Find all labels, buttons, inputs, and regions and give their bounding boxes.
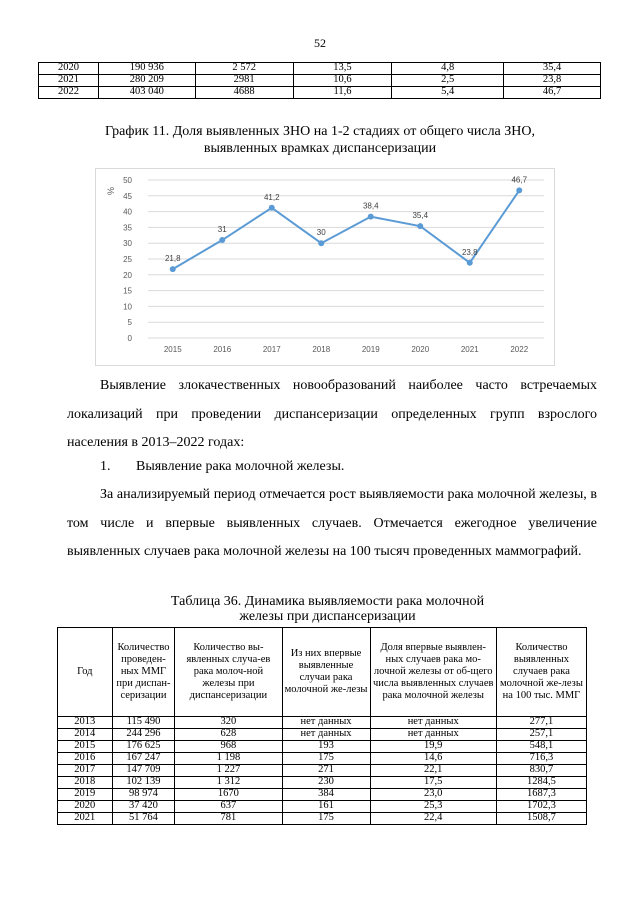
column-header: Из них впервые выявленные случаи рака молочной же-лезы bbox=[282, 628, 370, 717]
x-tick-label: 2017 bbox=[262, 345, 281, 354]
table-cell: 2013 bbox=[58, 717, 113, 729]
table-cell: 1 312 bbox=[175, 777, 282, 789]
table-row bbox=[39, 87, 601, 99]
table-cell: 628 bbox=[175, 729, 282, 741]
table-cell: 175 bbox=[282, 753, 370, 765]
table-cell: 46,7 bbox=[504, 87, 601, 99]
column-header: Количество проведен-ных ММГ при диспан-серизации bbox=[112, 628, 175, 717]
data-point bbox=[368, 214, 374, 220]
table-row bbox=[58, 789, 587, 801]
paragraph-intro: Выявление злокачественных новообразований наиболее часто встречаемых локализаций при проведении диспансеризации определенных групп взрослого населения в 2013–2022 годах: bbox=[67, 378, 597, 450]
x-tick-label: 2018 bbox=[312, 345, 331, 354]
data-label: 35,4 bbox=[412, 211, 429, 221]
table-cell: 2014 bbox=[58, 729, 113, 741]
table-row bbox=[58, 729, 587, 741]
table-cell: 147 709 bbox=[112, 765, 175, 777]
chart-caption-line2: выявленных врамках диспансеризации bbox=[203, 141, 437, 156]
table-row bbox=[58, 813, 587, 825]
previous-table-continuation bbox=[38, 62, 601, 99]
table-caption-line2: железы при диспансеризации bbox=[239, 609, 416, 624]
data-label: 30 bbox=[316, 228, 326, 238]
table-cell: нет данных bbox=[282, 717, 370, 729]
table-cell: 2,5 bbox=[392, 75, 504, 87]
table-cell: 161 bbox=[282, 801, 370, 813]
column-header: Доля впервые выявлен-ных случаев рака мо-лочной железы от об-щего числа выявленных случаев рака молочной железы bbox=[370, 628, 496, 717]
table-cell: 2017 bbox=[58, 765, 113, 777]
table-caption-line1: Таблица 36. Динамика выявляемости рака молочной bbox=[170, 594, 485, 609]
y-tick-label: 10 bbox=[123, 302, 132, 312]
table-cell: 271 bbox=[282, 765, 370, 777]
table-cell: 2020 bbox=[39, 63, 99, 75]
table-caption bbox=[40, 594, 615, 624]
data-point bbox=[467, 260, 473, 266]
table-cell: 781 bbox=[175, 813, 282, 825]
x-tick-label: 2019 bbox=[361, 345, 380, 354]
column-header: Год bbox=[58, 628, 113, 717]
table-row bbox=[58, 765, 587, 777]
table-row bbox=[58, 777, 587, 789]
data-point bbox=[170, 266, 176, 272]
table-cell: 2021 bbox=[39, 75, 99, 87]
table-cell: 830,7 bbox=[496, 765, 586, 777]
y-tick-label: 40 bbox=[123, 207, 132, 217]
x-tick-label: 2020 bbox=[411, 345, 430, 354]
table-cell: 19,9 bbox=[370, 741, 496, 753]
data-label: 31 bbox=[217, 225, 227, 235]
table-cell: 230 bbox=[282, 777, 370, 789]
table-cell: 4688 bbox=[195, 87, 293, 99]
y-tick-label: 5 bbox=[127, 318, 132, 328]
paragraph-breast-cancer: За анализируемый период отмечается рост выявляемости рака молочной железы, в том числе и впервые выявленных случаев. Отмечается ежегодное увеличение выявленных случаев рака молочной железы на 100 тысяч проведенных маммографий. bbox=[67, 487, 597, 559]
table-cell: 1670 bbox=[175, 789, 282, 801]
table-cell: 320 bbox=[175, 717, 282, 729]
data-point bbox=[417, 223, 423, 229]
x-tick-label: 2016 bbox=[213, 345, 232, 354]
table-cell: 2022 bbox=[39, 87, 99, 99]
table-cell: 2018 bbox=[58, 777, 113, 789]
x-tick-label: 2021 bbox=[460, 345, 479, 354]
table-cell: 1702,3 bbox=[496, 801, 586, 813]
chart-caption bbox=[40, 123, 600, 157]
table-cell: 37 420 bbox=[112, 801, 175, 813]
y-tick-label: 45 bbox=[123, 191, 132, 201]
table-cell: 968 bbox=[175, 741, 282, 753]
table-row bbox=[58, 741, 587, 753]
table-cell: 23,8 bbox=[504, 75, 601, 87]
table-cell: 1 227 bbox=[175, 765, 282, 777]
table-cell: 637 bbox=[175, 801, 282, 813]
table-cell: нет данных bbox=[370, 729, 496, 741]
table-cell: 10,6 bbox=[293, 75, 392, 87]
table-cell: 13,5 bbox=[293, 63, 392, 75]
x-tick-label: 2022 bbox=[510, 345, 529, 354]
table-cell: 2 572 bbox=[195, 63, 293, 75]
table-cell: 17,5 bbox=[370, 777, 496, 789]
table-cell: 102 139 bbox=[112, 777, 175, 789]
table-cell: 1284,5 bbox=[496, 777, 586, 789]
table-cell: 115 490 bbox=[112, 717, 175, 729]
table-cell: 1508,7 bbox=[496, 813, 586, 825]
table-cell: 25,3 bbox=[370, 801, 496, 813]
x-tick-label: 2015 bbox=[163, 345, 182, 354]
table-cell: 22,4 bbox=[370, 813, 496, 825]
data-label: 21,8 bbox=[164, 254, 181, 264]
table-cell: 175 bbox=[282, 813, 370, 825]
list-text: Выявление рака молочной железы. bbox=[136, 459, 345, 474]
table-cell: 2019 bbox=[58, 789, 113, 801]
table-cell: 277,1 bbox=[496, 717, 586, 729]
data-label: 23,8 bbox=[461, 247, 478, 257]
table-cell: 4,8 bbox=[392, 63, 504, 75]
line-chart bbox=[96, 169, 554, 365]
y-tick-label: 35 bbox=[123, 223, 132, 233]
table-cell: 384 bbox=[282, 789, 370, 801]
data-point bbox=[516, 187, 522, 193]
data-point bbox=[318, 240, 324, 246]
table-cell: 403 040 bbox=[98, 87, 195, 99]
table-cell: 5,4 bbox=[392, 87, 504, 99]
data-point bbox=[219, 237, 225, 243]
table-cell: 1687,3 bbox=[496, 789, 586, 801]
table-cell: 2020 bbox=[58, 801, 113, 813]
y-tick-label: 15 bbox=[123, 286, 132, 296]
data-label: 41,2 bbox=[263, 192, 280, 202]
table-cell: 51 764 bbox=[112, 813, 175, 825]
table-cell: 11,6 bbox=[293, 87, 392, 99]
column-header: Количество выявленных случаев рака молочной же-лезы на 100 тыс. ММГ bbox=[496, 628, 586, 717]
y-axis-label: % bbox=[106, 186, 116, 196]
chart-caption-line1: График 11. Доля выявленных ЗНО на 1-2 стадиях от общего числа ЗНО, bbox=[104, 124, 536, 139]
table-cell: нет данных bbox=[282, 729, 370, 741]
y-tick-label: 30 bbox=[123, 239, 132, 249]
table-cell: 23,0 bbox=[370, 789, 496, 801]
table-cell: 280 209 bbox=[98, 75, 195, 87]
data-point bbox=[269, 205, 275, 211]
table-cell: 22,1 bbox=[370, 765, 496, 777]
y-tick-label: 20 bbox=[123, 270, 132, 280]
table-cell: 167 247 bbox=[112, 753, 175, 765]
table-cell: 98 974 bbox=[112, 789, 175, 801]
table-row bbox=[39, 63, 601, 75]
table-cell: 35,4 bbox=[504, 63, 601, 75]
table-row bbox=[58, 753, 587, 765]
table-cell: 2016 bbox=[58, 753, 113, 765]
table-cell: 193 bbox=[282, 741, 370, 753]
y-tick-label: 50 bbox=[123, 176, 132, 185]
table-row bbox=[58, 717, 587, 729]
y-tick-label: 0 bbox=[127, 334, 132, 343]
table-cell: 548,1 bbox=[496, 741, 586, 753]
list-item bbox=[100, 459, 344, 475]
table-cell: 2981 bbox=[195, 75, 293, 87]
chart-frame bbox=[95, 168, 555, 366]
page-number: 52 bbox=[314, 36, 326, 50]
table-row bbox=[58, 801, 587, 813]
table-row bbox=[39, 75, 601, 87]
table-cell: нет данных bbox=[370, 717, 496, 729]
table-cell: 716,3 bbox=[496, 753, 586, 765]
table-cell: 2021 bbox=[58, 813, 113, 825]
table-cell: 244 296 bbox=[112, 729, 175, 741]
table-cell: 14,6 bbox=[370, 753, 496, 765]
breast-cancer-table bbox=[57, 627, 587, 825]
table-cell: 1 198 bbox=[175, 753, 282, 765]
list-number: 1. bbox=[100, 459, 111, 474]
column-header: Количество вы-явленных случа-ев рака молоч-ной железы при диспансеризации bbox=[175, 628, 282, 717]
data-label: 38,4 bbox=[362, 201, 379, 211]
y-tick-label: 25 bbox=[123, 255, 132, 264]
table-cell: 2015 bbox=[58, 741, 113, 753]
table-cell: 176 625 bbox=[112, 741, 175, 753]
table-cell: 257,1 bbox=[496, 729, 586, 741]
table-cell: 190 936 bbox=[98, 63, 195, 75]
data-label: 46,7 bbox=[511, 175, 528, 185]
